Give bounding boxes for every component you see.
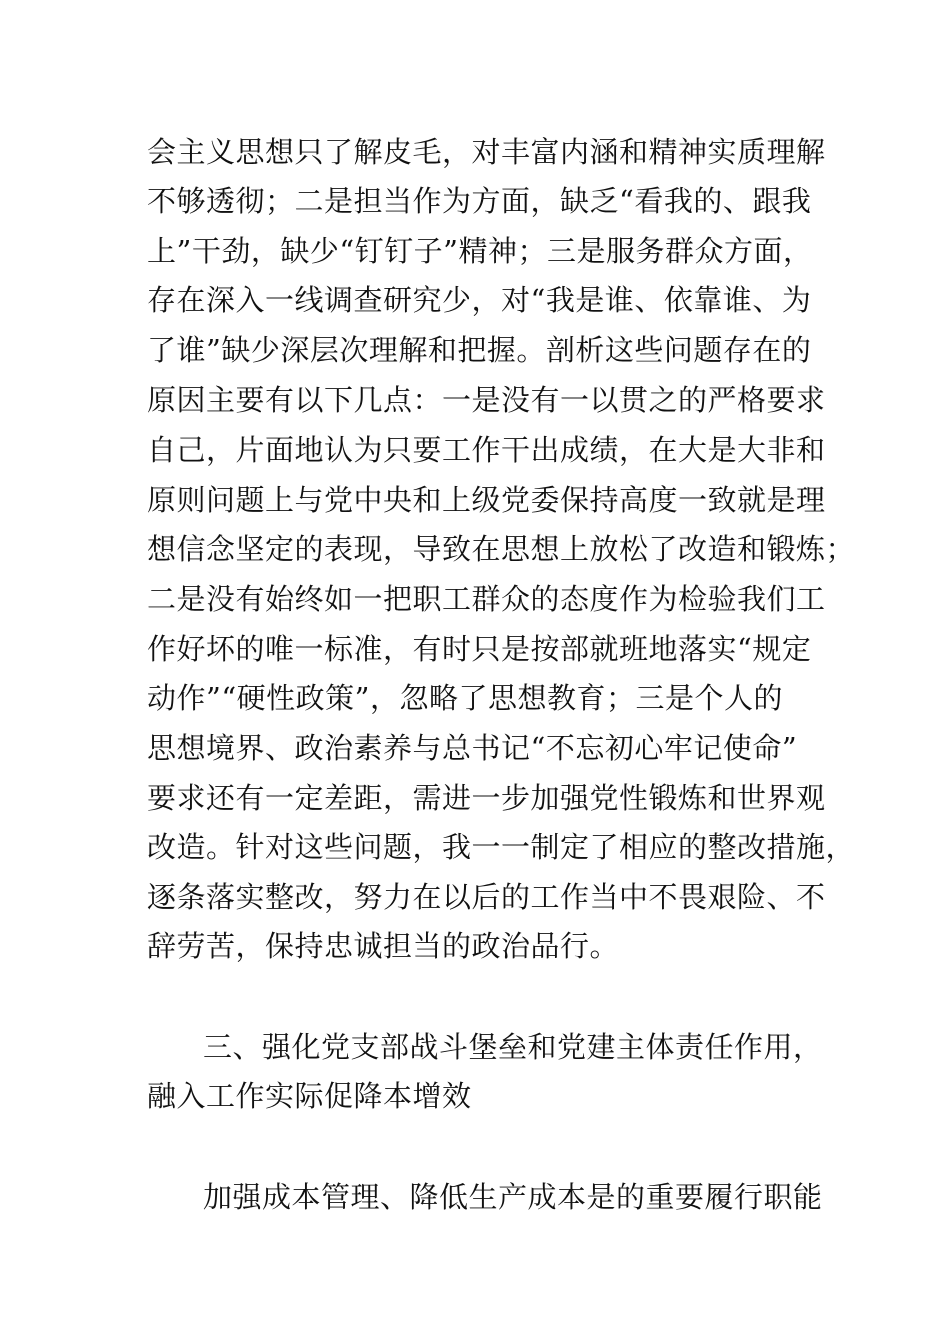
paragraph-line: 辞劳苦，保持忠诚担当的政治品行。	[147, 929, 620, 963]
section-heading-line: 融入工作实际促降本增效	[147, 1079, 472, 1113]
paragraph-line: 自己，片面地认为只要工作干出成绩，在大是大非和	[147, 433, 826, 467]
paragraph-line: 要求还有一定差距，需进一步加强党性锻炼和世界观	[147, 781, 826, 815]
paragraph-line: 作好坏的唯一标准，有时只是按部就班地落实“规定	[147, 632, 812, 666]
paragraph-line: 改造。针对这些问题，我一一制定了相应的整改措施，	[147, 830, 856, 864]
paragraph-line: 逐条落实整改，努力在以后的工作当中不畏艰险、不	[147, 880, 826, 914]
paragraph-line: 上”干劲，缺少“钉钉子”精神；三是服务群众方面，	[147, 234, 813, 268]
paragraph-line: 不够透彻；二是担当作为方面，缺乏“看我的、跟我	[147, 184, 812, 218]
paragraph-line: 想信念坚定的表现，导致在思想上放松了改造和锻炼；	[147, 532, 856, 566]
paragraph-line: 存在深入一线调查研究少，对“我是谁、依靠谁、为	[147, 283, 812, 317]
section-heading-line: 三、强化党支部战斗堡垒和党建主体责任作用，	[203, 1030, 823, 1064]
paragraph-line: 原则问题上与党中央和上级党委保持高度一致就是理	[147, 483, 826, 517]
paragraph-line: 原因主要有以下几点：一是没有一以贯之的严格要求	[147, 383, 826, 417]
paragraph-line: 思想境界、政治素养与总书记“不忘初心牢记使命”	[147, 731, 798, 765]
paragraph-line: 动作”“硬性政策”，忽略了思想教育；三是个人的	[147, 681, 783, 715]
paragraph-line: 加强成本管理、降低生产成本是的重要履行职能	[203, 1180, 823, 1214]
paragraph-line: 了谁”缺少深层次理解和把握。剖析这些问题存在的	[147, 333, 812, 367]
paragraph-line: 会主义思想只了解皮毛，对丰富内涵和精神实质理解	[147, 135, 826, 169]
paragraph-line: 二是没有始终如一把职工群众的态度作为检验我们工	[147, 582, 826, 616]
